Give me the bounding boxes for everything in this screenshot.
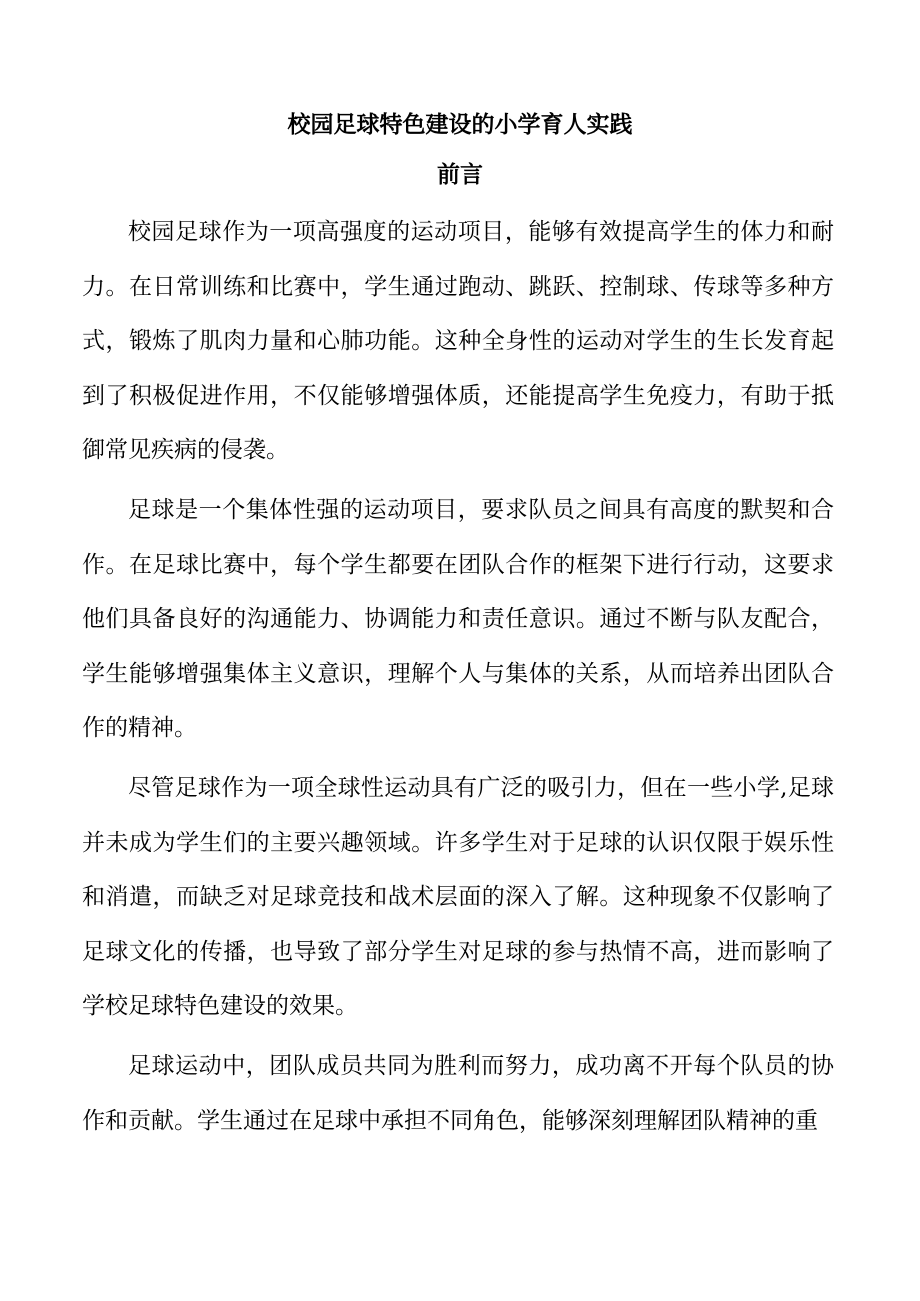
document-title: 校园足球特色建设的小学育人实践 xyxy=(287,111,633,138)
section-heading: 前言 xyxy=(437,161,483,188)
paragraph: 校园足球作为一项高强度的运动项目，能够有效提高学生的体力和耐力。在日常训练和比赛中，学生通过跑动、跳跃、控制球、传球等多种方式，锻炼了肌肉力量和心肺功能。这种全身性的运动对学生的生长发育起到了积极促进作用，不仅能够增强体质，还能提高学生免疫力，有助于抵御常见疾病的侵袭。 xyxy=(82,219,834,463)
paragraph: 足球是一个集体性强的运动项目，要求队员之间具有高度的默契和合作。在足球比赛中，每个学生都要在团队合作的框架下进行行动，这要求他们具备良好的沟通能力、协调能力和责任意识。通过不断与队友配合，学生能够增强集体主义意识，理解个人与集体的关系，从而培养出团队合作的精神。 xyxy=(82,497,834,741)
paragraph: 尽管足球作为一项全球性运动具有广泛的吸引力，但在一些小学,足球并未成为学生们的主要兴趣领域。许多学生对于足球的认识仅限于娱乐性和消遣，而缺乏对足球竞技和战术层面的深入了解。这种现象不仅影响了足球文化的传播，也导致了部分学生对足球的参与热情不高，进而影响了学校足球特色建设的效果。 xyxy=(82,775,834,1019)
paragraph: 足球运动中，团队成员共同为胜利而努力，成功离不开每个队员的协作和贡献。学生通过在足球中承担不同角色，能够深刻理解团队精神的重 xyxy=(82,1053,834,1134)
